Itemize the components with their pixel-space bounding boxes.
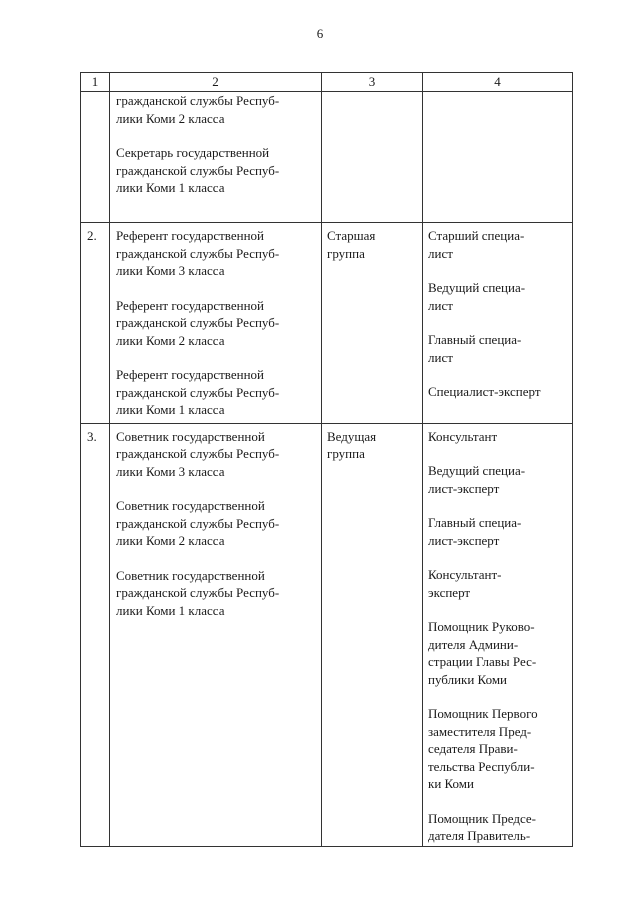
position-title: Главный специа- лист-эксперт [428,515,522,548]
position-title: Помощник Предсе- дателя Правитель- [428,810,536,843]
page-number: 6 [316,26,324,41]
position-title: Помощник Первого заместителя Пред- седателя Прави- тельства Республи- ки Коми [428,706,538,791]
position-title: Ведущий специа- лист [428,280,526,313]
position-title: Помощник Руково- дителя Админи- страции Главы Рес- публики Коми [428,619,537,687]
column-header-4: 4 [423,73,573,92]
position-title: Ведущий специа- лист-эксперт [428,463,526,496]
positions-cell [423,223,573,424]
table-row [81,223,573,424]
table-header-row [81,73,573,92]
position-group-cell: Ведущая группа [322,423,423,846]
position-title: Консультант- эксперт [428,567,502,600]
class-rank-text: Секретарь государственной гражданской службы Респуб- лики Коми 1 класса [116,145,280,195]
positions-table [80,72,573,847]
positions-cell [423,92,573,223]
positions-cell [423,423,573,846]
row-number [81,92,110,223]
position-group-cell [322,92,423,223]
position-title: Старший специа- лист [428,228,525,261]
class-rank-cell [110,223,322,424]
class-rank-text: Советник государственной гражданской службы Респуб- лики Коми 3 класса [116,428,280,479]
class-rank-text: Референт государственной гражданской службы Респуб- лики Коми 1 класса [116,367,280,417]
row-number: 3. [81,423,110,846]
class-rank-text: Советник государственной гражданской службы Респуб- лики Коми 1 класса [116,567,280,618]
column-header-2: 2 [110,73,322,92]
column-header-1: 1 [81,73,110,92]
position-title: Специалист-эксперт [428,384,541,399]
class-rank-text: Референт государственной гражданской службы Респуб- лики Коми 3 класса [116,228,280,278]
column-header-3: 3 [322,73,423,92]
position-title: Главный специа- лист [428,332,522,365]
class-rank-text: Референт государственной гражданской службы Респуб- лики Коми 2 класса [116,297,280,348]
class-rank-cell [110,423,322,846]
table-row [81,92,573,223]
class-rank-cell [110,92,322,223]
class-rank-text: Советник государственной гражданской службы Респуб- лики Коми 2 класса [116,498,280,548]
position-title: Консультант [428,428,498,444]
class-rank-text: гражданской службы Респуб- лики Коми 2 класса [116,93,280,126]
table-row [81,423,573,846]
position-group-cell: Старшая группа [322,223,423,424]
row-number: 2. [81,223,110,424]
